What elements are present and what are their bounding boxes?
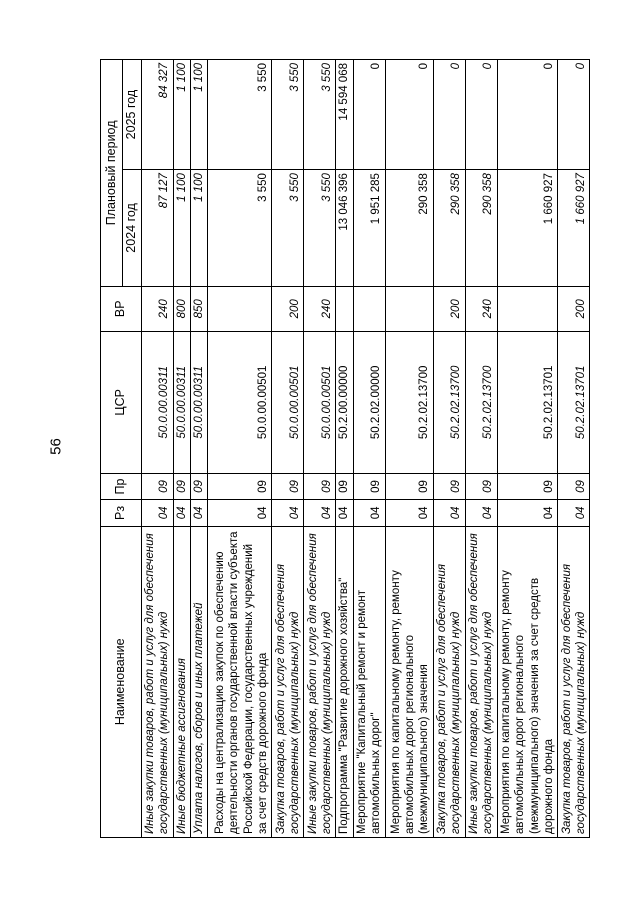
table-row [336, 60, 353, 838]
header-name: Наименование [101, 526, 142, 837]
vr-cell [353, 286, 385, 331]
vr-cell: 200 [558, 286, 590, 331]
table-row [385, 60, 433, 838]
csr-cell: 50.0.00.00311 [191, 331, 208, 473]
table-row [465, 60, 497, 838]
vr-cell: 240 [141, 286, 173, 331]
vr-cell: 850 [191, 286, 208, 331]
vr-cell: 200 [272, 286, 304, 331]
table-row [497, 60, 558, 838]
amount-2025-cell: 1 100 [191, 60, 208, 170]
csr-cell: 50.2.02.13700 [385, 331, 433, 473]
vr-cell: 200 [433, 286, 465, 331]
pr-cell: 09 [173, 473, 190, 499]
pr-cell: 09 [558, 473, 590, 499]
amount-2024-cell: 290 358 [465, 170, 497, 287]
name-cell: Закупка товаров, работ и услуг для обеспечения государственных (муниципальных) нужд [272, 526, 304, 837]
rz-cell: 04 [141, 500, 173, 526]
vr-cell [208, 286, 272, 331]
amount-2025-cell: 3 550 [208, 60, 272, 170]
name-cell: Иные закупки товаров, работ и услуг для обеспечения государственных (муниципальных) нужд [465, 526, 497, 837]
pr-cell: 09 [433, 473, 465, 499]
budget-table-rotated [100, 59, 587, 838]
name-cell: Расходы на централизацию закупок по обеспечению деятельности органов государственной власти субъекта Российской Федерации, государственных учреждений за счет средств дорожного фонда [208, 526, 272, 837]
pr-cell: 09 [208, 473, 272, 499]
name-cell: Иные закупки товаров, работ и услуг для обеспечения государственных (муниципальных) нужд [141, 526, 173, 837]
header-vr: ВР [101, 286, 142, 331]
table-row [191, 60, 208, 838]
table-row [304, 60, 336, 838]
name-cell: Мероприятия по капитальному ремонту, ремонту автомобильных дорог регионального (межмуниципального) значения [385, 526, 433, 837]
rz-cell: 04 [173, 500, 190, 526]
pr-cell: 09 [385, 473, 433, 499]
vr-cell: 240 [304, 286, 336, 331]
csr-cell: 50.2.02.13700 [465, 331, 497, 473]
amount-2025-cell: 84 327 [141, 60, 173, 170]
vr-cell [497, 286, 558, 331]
rz-cell: 04 [558, 500, 590, 526]
amount-2024-cell: 1 951 285 [353, 170, 385, 287]
amount-2025-cell: 3 550 [272, 60, 304, 170]
csr-cell: 50.0.00.00311 [173, 331, 190, 473]
vr-cell: 240 [465, 286, 497, 331]
table-row [141, 60, 173, 838]
rz-cell: 04 [272, 500, 304, 526]
name-cell: Закупка товаров, работ и услуг для обеспечения государственных (муниципальных) нужд [433, 526, 465, 837]
name-cell: Подпрограмма "Развитие дорожного хозяйства" [336, 526, 353, 837]
amount-2025-cell: 1 100 [173, 60, 190, 170]
amount-2025-cell: 0 [558, 60, 590, 170]
csr-cell: 50.2.02.00000 [353, 331, 385, 473]
csr-cell: 50.2.02.13700 [433, 331, 465, 473]
pr-cell: 09 [353, 473, 385, 499]
amount-2025-cell: 0 [353, 60, 385, 170]
header-year-2025: 2025 год [123, 60, 142, 170]
rz-cell: 04 [465, 500, 497, 526]
rz-cell: 04 [336, 500, 353, 526]
csr-cell: 50.2.02.13701 [558, 331, 590, 473]
amount-2025-cell: 14 594 068 [336, 60, 353, 170]
csr-cell: 50.0.00.00311 [141, 331, 173, 473]
amount-2025-cell: 0 [497, 60, 558, 170]
csr-cell: 50.0.00.00501 [304, 331, 336, 473]
header-year-2024: 2024 год [123, 170, 142, 287]
csr-cell: 50.2.00.00000 [336, 331, 353, 473]
rz-cell: 04 [385, 500, 433, 526]
rz-cell: 04 [353, 500, 385, 526]
name-cell: Закупка товаров, работ и услуг для обеспечения государственных (муниципальных) нужд [558, 526, 590, 837]
page-number: 56 [47, 438, 65, 455]
amount-2025-cell: 0 [433, 60, 465, 170]
rz-cell: 04 [191, 500, 208, 526]
table-row [208, 60, 272, 838]
csr-cell: 50.0.00.00501 [208, 331, 272, 473]
pr-cell: 09 [141, 473, 173, 499]
pr-cell: 09 [497, 473, 558, 499]
pr-cell: 09 [272, 473, 304, 499]
name-cell: Уплата налогов, сборов и иных платежей [191, 526, 208, 837]
header-planned-period: Плановый период [101, 60, 123, 287]
amount-2024-cell: 1 660 927 [497, 170, 558, 287]
amount-2025-cell: 0 [385, 60, 433, 170]
rz-cell: 04 [433, 500, 465, 526]
amount-2024-cell: 1 100 [173, 170, 190, 287]
amount-2024-cell: 290 358 [385, 170, 433, 287]
name-cell: Иные бюджетные ассигнования [173, 526, 190, 837]
amount-2024-cell: 3 550 [304, 170, 336, 287]
header-pr: Пр [101, 473, 142, 499]
amount-2024-cell: 13 046 396 [336, 170, 353, 287]
table-row [173, 60, 190, 838]
pr-cell: 09 [465, 473, 497, 499]
header-csr: ЦСР [101, 331, 142, 473]
amount-2024-cell: 3 550 [208, 170, 272, 287]
name-cell: Мероприятие "Капитальный ремонт и ремонт автомобильных дорог" [353, 526, 385, 837]
table-row [433, 60, 465, 838]
csr-cell: 50.0.00.00501 [272, 331, 304, 473]
budget-table [100, 59, 590, 838]
amount-2024-cell: 3 550 [272, 170, 304, 287]
header-rz: Рз [101, 500, 142, 526]
table-row [353, 60, 385, 838]
pr-cell: 09 [304, 473, 336, 499]
csr-cell: 50.2.02.13701 [497, 331, 558, 473]
vr-cell: 800 [173, 286, 190, 331]
table-row [558, 60, 590, 838]
amount-2025-cell: 0 [465, 60, 497, 170]
pr-cell: 09 [191, 473, 208, 499]
name-cell: Мероприятия по капитальному ремонту, ремонту автомобильных дорог регионального (межмуниципального) значения за счет средств дорожного фонда [497, 526, 558, 837]
amount-2024-cell: 1 660 927 [558, 170, 590, 287]
rz-cell: 04 [304, 500, 336, 526]
rz-cell: 04 [208, 500, 272, 526]
amount-2024-cell: 1 100 [191, 170, 208, 287]
rz-cell: 04 [497, 500, 558, 526]
table-row [272, 60, 304, 838]
amount-2024-cell: 290 358 [433, 170, 465, 287]
name-cell: Иные закупки товаров, работ и услуг для обеспечения государственных (муниципальных) нужд [304, 526, 336, 837]
amount-2024-cell: 87 127 [141, 170, 173, 287]
vr-cell [336, 286, 353, 331]
vr-cell [385, 286, 433, 331]
amount-2025-cell: 3 550 [304, 60, 336, 170]
pr-cell: 09 [336, 473, 353, 499]
